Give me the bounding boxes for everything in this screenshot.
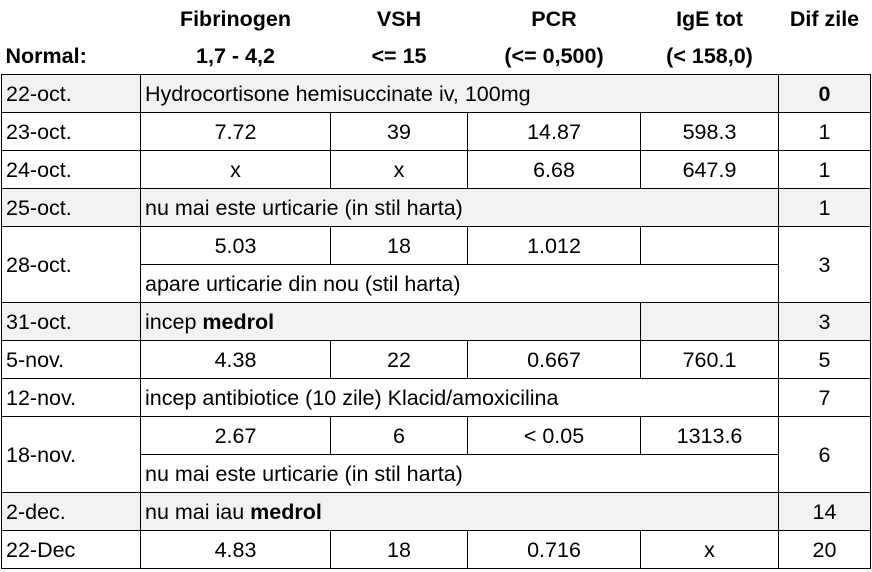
ige-cell[interactable]: [641, 227, 779, 265]
table-row: [2, 303, 871, 341]
note-cell[interactable]: Hydrocortisone hemisuccinate iv, 100mg: [141, 75, 779, 113]
normal-ige: (< 158,0): [641, 37, 779, 75]
table-row: [2, 341, 871, 379]
table-row: [2, 531, 871, 569]
ige-cell[interactable]: 598.3: [641, 113, 779, 151]
pcr-cell[interactable]: 14.87: [468, 113, 641, 151]
date-cell[interactable]: 5-nov.: [2, 341, 141, 379]
ige-cell[interactable]: 760.1: [641, 341, 779, 379]
fibrinogen-cell[interactable]: 4.83: [141, 531, 331, 569]
ige-cell[interactable]: x: [641, 531, 779, 569]
pcr-cell[interactable]: 0.716: [468, 531, 641, 569]
dif-cell[interactable]: 3: [779, 227, 871, 303]
header-fibrinogen: Fibrinogen: [141, 0, 331, 37]
header-dif-zile: Dif zile: [779, 0, 871, 37]
dif-cell[interactable]: 7: [779, 379, 871, 417]
dif-cell[interactable]: 1: [779, 151, 871, 189]
vsh-cell[interactable]: 22: [331, 341, 468, 379]
header-vsh: VSH: [331, 0, 468, 37]
dif-cell[interactable]: 20: [779, 531, 871, 569]
fibrinogen-cell[interactable]: 2.67: [141, 417, 331, 455]
pcr-cell[interactable]: < 0.05: [468, 417, 641, 455]
dif-cell[interactable]: 5: [779, 341, 871, 379]
note-text: incep: [145, 309, 203, 334]
vsh-cell[interactable]: 6: [331, 417, 468, 455]
note-cell[interactable]: [141, 303, 641, 341]
ige-cell[interactable]: 647.9: [641, 151, 779, 189]
header-label: [2, 0, 141, 37]
note-cell[interactable]: nu mai este urticarie (in stil harta): [141, 455, 779, 493]
vsh-cell[interactable]: 18: [331, 531, 468, 569]
table-row: [2, 75, 871, 113]
note-bold-text: medrol: [250, 499, 322, 524]
table-row: [2, 151, 871, 189]
table-row: [2, 227, 871, 265]
date-cell[interactable]: 31-oct.: [2, 303, 141, 341]
table-row: [2, 493, 871, 531]
date-cell[interactable]: 28-oct.: [2, 227, 141, 303]
dif-cell[interactable]: 1: [779, 189, 871, 227]
table-row: [2, 189, 871, 227]
pcr-cell[interactable]: 6.68: [468, 151, 641, 189]
pcr-cell[interactable]: 0.667: [468, 341, 641, 379]
ige-cell[interactable]: [641, 303, 779, 341]
note-cell[interactable]: nu mai este urticarie (in stil harta): [141, 189, 779, 227]
normal-pcr: (<= 0,500): [468, 37, 641, 75]
note-cell[interactable]: [141, 493, 779, 531]
normal-label: Normal:: [2, 37, 141, 75]
dif-value: 0: [818, 81, 831, 106]
fibrinogen-cell[interactable]: 7.72: [141, 113, 331, 151]
ige-cell[interactable]: 1313.6: [641, 417, 779, 455]
date-cell[interactable]: 25-oct.: [2, 189, 141, 227]
normal-dif: [779, 37, 871, 75]
header-row: [2, 0, 871, 37]
header-ige: IgE tot: [641, 0, 779, 37]
date-cell[interactable]: 22-Dec: [2, 531, 141, 569]
date-cell[interactable]: 24-oct.: [2, 151, 141, 189]
date-cell[interactable]: 18-nov.: [2, 417, 141, 493]
note-bold-text: medrol: [202, 309, 275, 334]
fibrinogen-cell[interactable]: x: [141, 151, 331, 189]
normal-vsh: <= 15: [331, 37, 468, 75]
vsh-cell[interactable]: 18: [331, 227, 468, 265]
note-cell[interactable]: apare urticarie din nou (stil harta): [141, 265, 779, 303]
note-cell[interactable]: incep antibiotice (10 zile) Klacid/amoxicilina: [141, 379, 779, 417]
dif-cell[interactable]: 14: [779, 493, 871, 531]
date-cell[interactable]: 23-oct.: [2, 113, 141, 151]
table-row: [2, 417, 871, 455]
dif-cell[interactable]: 6: [779, 417, 871, 493]
dif-cell[interactable]: 3: [779, 303, 871, 341]
vsh-cell[interactable]: 39: [331, 113, 468, 151]
date-cell[interactable]: 12-nov.: [2, 379, 141, 417]
date-cell[interactable]: 22-oct.: [2, 75, 141, 113]
table-row: [2, 113, 871, 151]
fibrinogen-cell[interactable]: 5.03: [141, 227, 331, 265]
note-text: nu mai iau: [145, 499, 251, 524]
normal-fibrinogen: 1,7 - 4,2: [141, 37, 331, 75]
header-pcr: PCR: [468, 0, 641, 37]
date-cell[interactable]: 2-dec.: [2, 493, 141, 531]
pcr-cell[interactable]: 1.012: [468, 227, 641, 265]
dif-cell[interactable]: [779, 75, 871, 113]
vsh-cell[interactable]: x: [331, 151, 468, 189]
normal-row: [2, 37, 871, 75]
table-row: [2, 379, 871, 417]
lab-results-table: [1, 0, 871, 569]
fibrinogen-cell[interactable]: 4.38: [141, 341, 331, 379]
dif-cell[interactable]: 1: [779, 113, 871, 151]
